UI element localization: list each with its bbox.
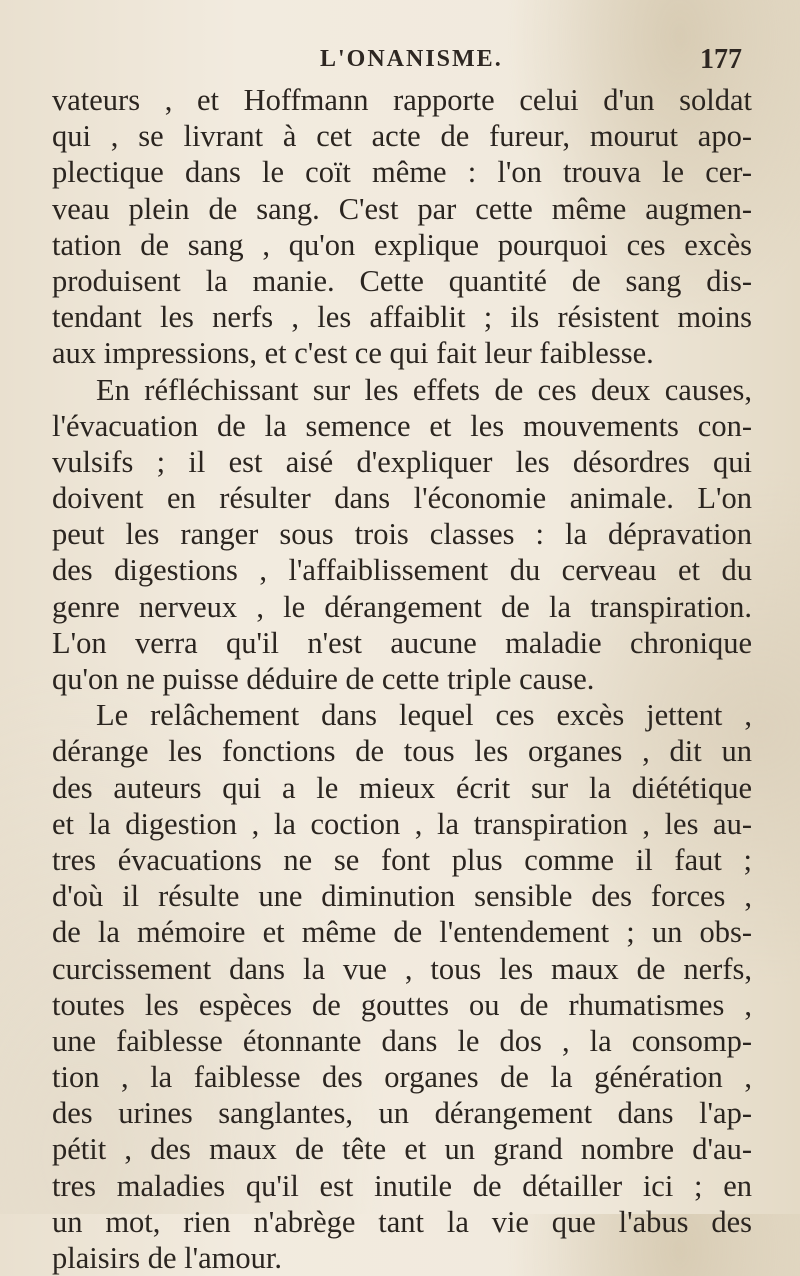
text-line: qu'on ne puisse déduire de cette triple cause.	[52, 662, 595, 696]
text-line: et la digestion , la coction , la transpiration , les au-	[52, 806, 752, 841]
text-line: pétit , des maux de tête et un grand nombre d'au-	[52, 1132, 752, 1167]
text-line: peut les ranger sous trois classes : la dépravation	[52, 517, 752, 552]
text-line: d'où il résulte une diminution sensible des forces ,	[52, 879, 752, 914]
text-line: vateurs , et Hoffmann rapporte celui d'un soldat	[52, 83, 752, 117]
text-line: tres maladies qu'il est inutile de détailler ici ; en	[52, 1168, 752, 1203]
text-line: doivent en résulter dans l'économie animale. L'on	[52, 481, 752, 516]
text-line: toutes les espèces de gouttes ou de rhumatismes ,	[52, 987, 752, 1022]
running-head	[52, 38, 742, 78]
body-text	[52, 82, 752, 1276]
text-line: plaisirs de l'amour.	[52, 1241, 282, 1275]
text-line: aux impressions, et c'est ce qui fait leur faiblesse.	[52, 336, 654, 371]
text-line: des auteurs qui a le mieux écrit sur la diététique	[52, 770, 752, 805]
text-line: dérange les fonctions de tous les organes , dit un	[52, 734, 752, 769]
text-line: vulsifs ; il est aisé d'expliquer les désordres qui	[52, 444, 752, 479]
text-line: L'on verra qu'il n'est aucune maladie chronique	[52, 625, 752, 660]
text-line: des urines sanglantes, un dérangement dans l'ap-	[52, 1096, 752, 1131]
text-line: plectique dans le coït même : l'on trouva le cer-	[52, 155, 752, 190]
text-line: tation de sang , qu'on explique pourquoi ces excès	[52, 227, 752, 262]
text-line: qui , se livrant à cet acte de fureur, mourut apo-	[52, 119, 752, 154]
text-line: tion , la faiblesse des organes de la génération ,	[52, 1060, 752, 1095]
text-line: de la mémoire et même de l'entendement ; un obs-	[52, 915, 752, 950]
text-line: l'évacuation de la semence et les mouvements con-	[52, 408, 752, 443]
running-title: L'ONANISME.	[320, 46, 503, 72]
text-line: curcissement dans la vue , tous les maux de nerfs,	[52, 951, 752, 986]
text-line: un mot, rien n'abrège tant la vie que l'abus des	[52, 1204, 752, 1239]
text-line: des digestions , l'affaiblissement du cerveau et du	[52, 553, 752, 588]
text-line: Le relâchement dans lequel ces excès jettent ,	[96, 698, 752, 733]
text-line: genre nerveux , le dérangement de la transpiration.	[52, 589, 752, 624]
text-line: tres évacuations ne se font plus comme il faut ;	[52, 842, 752, 877]
text-line: une faiblesse étonnante dans le dos , la consomp-	[52, 1023, 752, 1058]
text-line: tendant les nerfs , les affaiblit ; ils résistent moins	[52, 300, 752, 335]
text-line: En réfléchissant sur les effets de ces deux causes,	[96, 372, 752, 407]
text-line: veau plein de sang. C'est par cette même augmen-	[52, 191, 752, 226]
text-line: produisent la manie. Cette quantité de sang dis-	[52, 263, 752, 298]
page-number: 177	[700, 44, 742, 75]
